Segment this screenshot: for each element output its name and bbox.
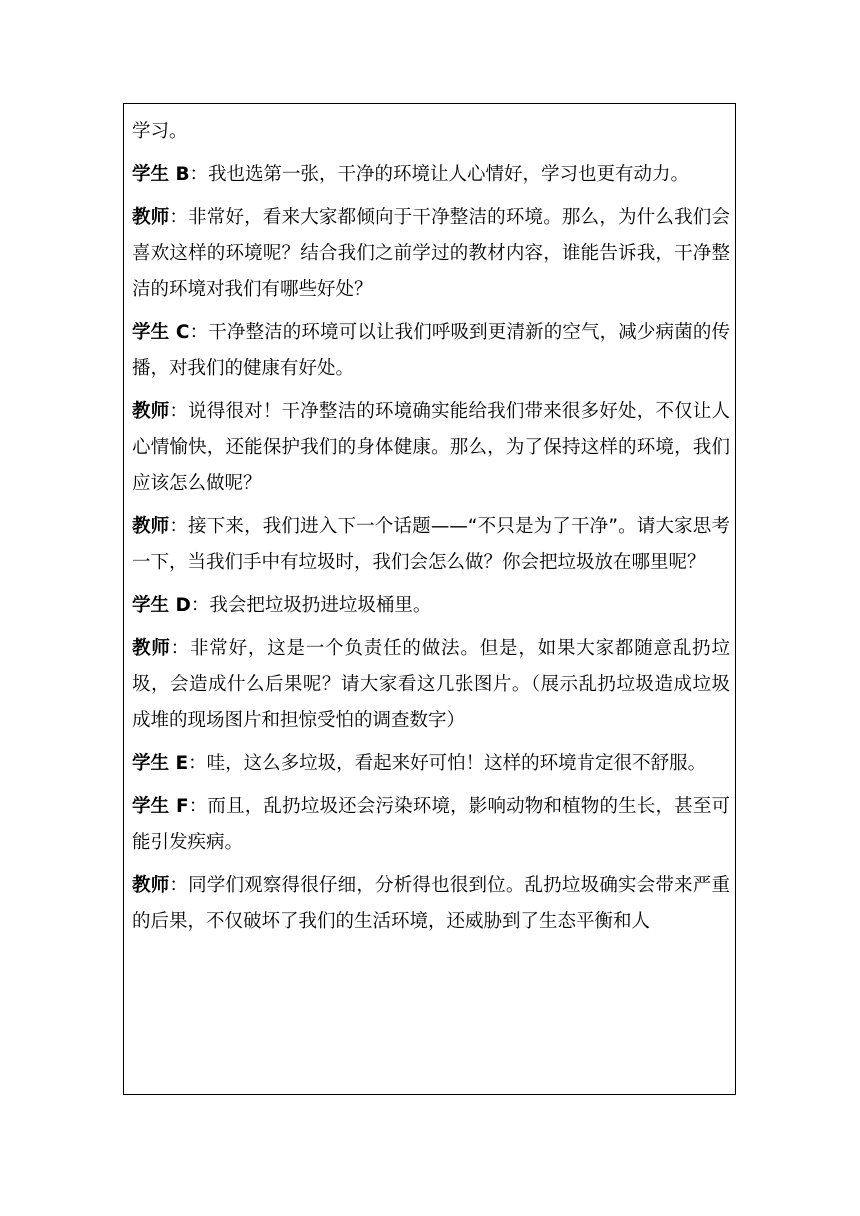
speaker-label: 教师 [132, 638, 171, 659]
dialogue-paragraph [132, 746, 730, 782]
dialogue-paragraph [132, 868, 730, 940]
paragraph-text: 学习。 [132, 121, 188, 142]
dialogue-paragraph [132, 200, 730, 308]
speaker-label: 学生 F [132, 796, 189, 817]
dialogue-paragraph [132, 315, 730, 387]
speaker-label: 学生 D [132, 595, 191, 616]
speaker-label: 学生 C [132, 322, 190, 343]
paragraph-text: ：接下来，我们进入下一个话题——“不只是为了干净”。请大家思考一下，当我们手中有垃圾时，我们会怎么做？你会把垃圾放在哪里呢？ [132, 516, 730, 573]
dialogue-paragraph [132, 588, 730, 624]
speaker-label: 学生 E [132, 753, 189, 774]
paragraph-text: ：干净整洁的环境可以让我们呼吸到更清新的空气，减少病菌的传播，对我们的健康有好处。 [132, 322, 730, 379]
dialogue-paragraph [132, 394, 730, 502]
dialogue-paragraph [132, 789, 730, 861]
speaker-label: 教师 [132, 207, 170, 228]
dialogue-content [132, 114, 730, 947]
speaker-label: 教师 [132, 875, 170, 896]
paragraph-text: ：非常好，这是一个负责任的做法。但是，如果大家都随意乱扔垃圾，会造成什么后果呢？请大家看这几张图片。（展示乱扔垃圾造成垃圾成堆的现场图片和担惊受怕的调查数字） [132, 638, 730, 731]
paragraph-text: ：我也选第一张，干净的环境让人心情好，学习也更有动力。 [189, 164, 690, 185]
paragraph-text: ：同学们观察得很仔细，分析得也很到位。乱扔垃圾确实会带来严重的后果，不仅破坏了我们的生活环境，还威胁到了生态平衡和人 [132, 875, 730, 932]
dialogue-paragraph [132, 114, 730, 150]
dialogue-paragraph [132, 157, 730, 193]
paragraph-text: ：说得很对！干净整洁的环境确实能给我们带来很多好处，不仅让人心情愉快，还能保护我们的身体健康。那么，为了保持这样的环境，我们应该怎么做呢？ [132, 401, 730, 494]
speaker-label: 学生 B [132, 164, 190, 185]
speaker-label: 教师 [132, 516, 170, 537]
paragraph-text: ：而且，乱扔垃圾还会污染环境，影响动物和植物的生长，甚至可能引发疾病。 [132, 796, 730, 853]
document-table-cell [123, 103, 736, 1095]
paragraph-text: ：哇，这么多垃圾，看起来好可怕！这样的环境肯定很不舒服。 [188, 753, 707, 774]
dialogue-paragraph [132, 509, 730, 581]
speaker-label: 教师 [132, 401, 170, 422]
paragraph-text: ：我会把垃圾扔进垃圾桶里。 [190, 595, 432, 616]
paragraph-text: ：非常好，看来大家都倾向于干净整洁的环境。那么，为什么我们会喜欢这样的环境呢？结合我们之前学过的教材内容，谁能告诉我，干净整洁的环境对我们有哪些好处？ [132, 207, 730, 300]
dialogue-paragraph [132, 631, 730, 739]
